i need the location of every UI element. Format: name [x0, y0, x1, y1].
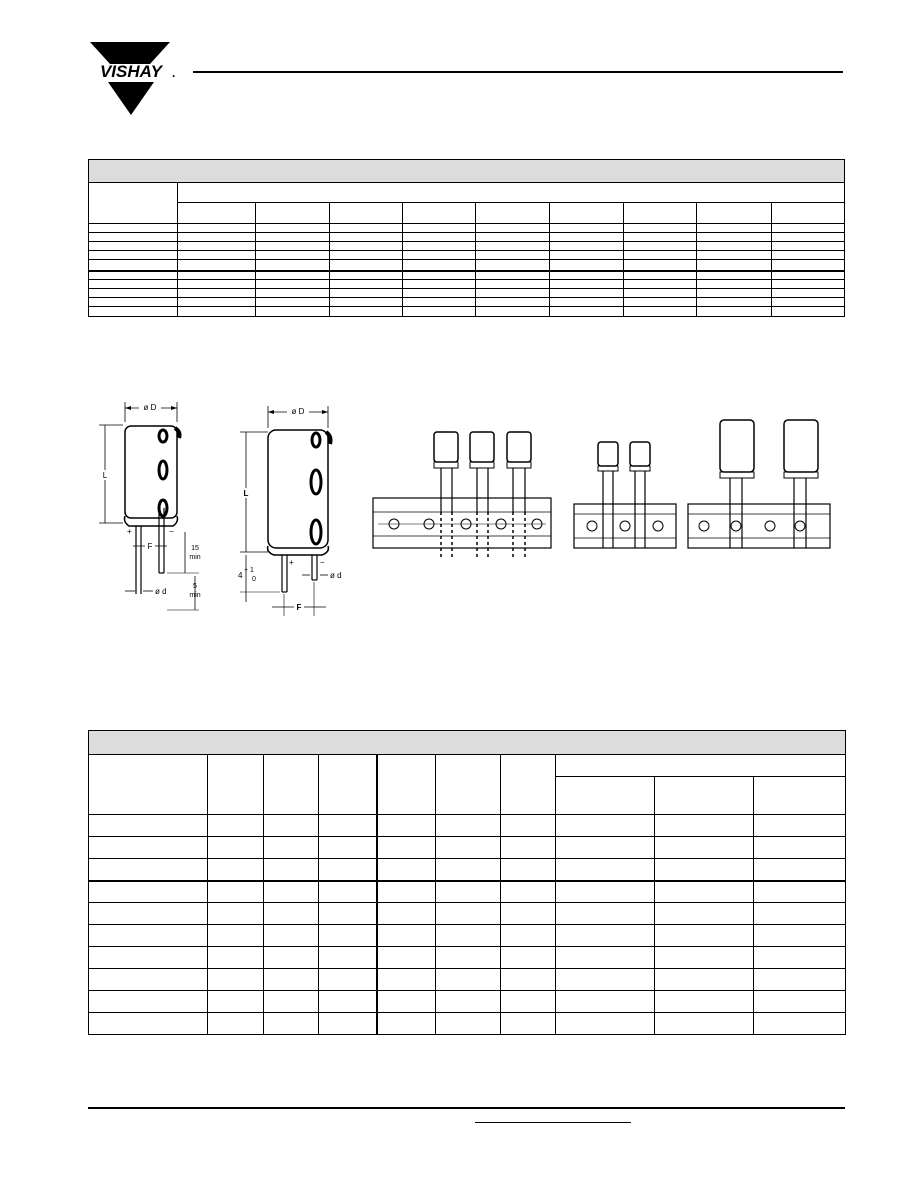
wire-diameter-label: ø d — [155, 587, 167, 596]
table-row — [89, 991, 846, 1013]
table-row — [89, 298, 845, 307]
table-caption — [89, 160, 845, 183]
capacitor — [470, 432, 494, 512]
table-header-row — [89, 755, 846, 777]
stub-tolerance-plus: + 1 — [244, 567, 254, 574]
sprocket-hole — [620, 521, 630, 531]
header-cell — [178, 203, 256, 224]
polarity-mark — [159, 500, 167, 516]
table-row — [89, 280, 845, 289]
logo-wordmark: VISHAY — [99, 62, 163, 81]
minus-sign: − — [169, 527, 174, 536]
capacitor — [630, 442, 650, 548]
capacitor — [434, 432, 458, 512]
table-row — [89, 251, 845, 260]
capacitor-body — [125, 426, 177, 518]
lead-length-value: 15 — [191, 545, 199, 552]
logo-top-triangle — [90, 42, 170, 64]
table-row — [89, 224, 845, 233]
sprocket-hole — [795, 521, 805, 531]
header-cell — [208, 755, 264, 815]
table-row — [89, 260, 845, 271]
header-rule — [193, 71, 843, 73]
table-row — [89, 289, 845, 298]
header-cell — [556, 755, 846, 777]
header-cell — [89, 755, 208, 815]
header-cell — [319, 755, 377, 815]
header-cell — [377, 755, 436, 815]
table-caption-row — [89, 160, 845, 183]
table-row — [89, 242, 845, 251]
header-cell — [264, 755, 319, 815]
header-cell — [501, 755, 556, 815]
capacitor-dimension-drawing-long-leads — [95, 398, 215, 618]
table-caption — [89, 731, 846, 755]
plus-sign: + — [127, 527, 132, 536]
table-row — [89, 271, 845, 280]
pitch-label: F — [147, 542, 153, 551]
table-row — [89, 969, 846, 991]
cut-length-value: 5 — [193, 583, 197, 590]
taped-capacitors-strip-small — [570, 436, 680, 556]
polarity-mark — [311, 520, 321, 544]
sprocket-hole — [653, 521, 663, 531]
footer-link-underline[interactable] — [475, 1122, 631, 1123]
sprocket-hole — [587, 521, 597, 531]
header-cell — [436, 755, 501, 815]
capacitor — [507, 432, 531, 512]
header-cell — [556, 777, 655, 815]
table-row — [89, 903, 846, 925]
table-row — [89, 1013, 846, 1035]
table-row — [89, 815, 846, 837]
footer-rule — [88, 1107, 845, 1109]
header-cell — [89, 183, 178, 224]
capacitor — [598, 442, 618, 548]
capacitor-dimension-drawing-short-leads — [232, 402, 362, 617]
polarity-mark — [159, 430, 167, 442]
header-cell — [772, 203, 845, 224]
diameter-label: ø D — [143, 403, 157, 412]
cut-length-unit: min — [189, 592, 201, 599]
header-cell — [624, 203, 697, 224]
header-cell — [655, 777, 754, 815]
wire-diameter-label: ø d — [330, 571, 342, 580]
polarity-mark — [159, 461, 167, 479]
vishay-logo — [84, 42, 179, 117]
table-row — [89, 859, 846, 881]
sprocket-hole — [731, 521, 741, 531]
ratings-table — [88, 159, 845, 317]
table-subheader-row — [89, 203, 845, 224]
table-row — [89, 925, 846, 947]
sprocket-hole — [765, 521, 775, 531]
header-cell — [550, 203, 624, 224]
taped-capacitors-strip-large — [684, 416, 834, 558]
pitch-label: F — [296, 603, 302, 612]
diameter-label: ø D — [291, 407, 305, 416]
capacitor — [720, 420, 754, 548]
header-cell — [754, 777, 846, 815]
stub-tolerance-minus: 0 — [252, 576, 256, 583]
polarity-mark — [311, 470, 321, 494]
logo-bottom-triangle — [108, 82, 154, 115]
tape-strip — [574, 504, 676, 548]
table-row — [89, 307, 845, 317]
minus-sign: − — [320, 558, 325, 567]
capacitor — [784, 420, 818, 548]
dimensions-table — [88, 730, 846, 1035]
header-cell — [403, 203, 476, 224]
tape-strip — [373, 498, 551, 548]
length-label: L — [243, 489, 249, 498]
header-cell — [330, 203, 403, 224]
polarity-mark — [312, 433, 320, 447]
plus-sign: + — [289, 558, 294, 567]
sprocket-hole — [699, 521, 709, 531]
table-row — [89, 881, 846, 903]
header-cell — [697, 203, 772, 224]
lead-length-unit: min — [189, 554, 201, 561]
header-cell — [476, 203, 550, 224]
header-cell — [178, 183, 845, 203]
vishay-logo-graphic — [84, 42, 179, 117]
header-cell — [256, 203, 330, 224]
table-row — [89, 947, 846, 969]
length-label: L — [102, 471, 108, 480]
table-header-row — [89, 183, 845, 203]
stub-length-value: 4 — [238, 571, 243, 580]
taped-capacitors-strip-3 — [370, 428, 555, 563]
table-caption-row — [89, 731, 846, 755]
table-row — [89, 837, 846, 859]
table-row — [89, 233, 845, 242]
logo-registered-mark: . — [172, 66, 176, 80]
